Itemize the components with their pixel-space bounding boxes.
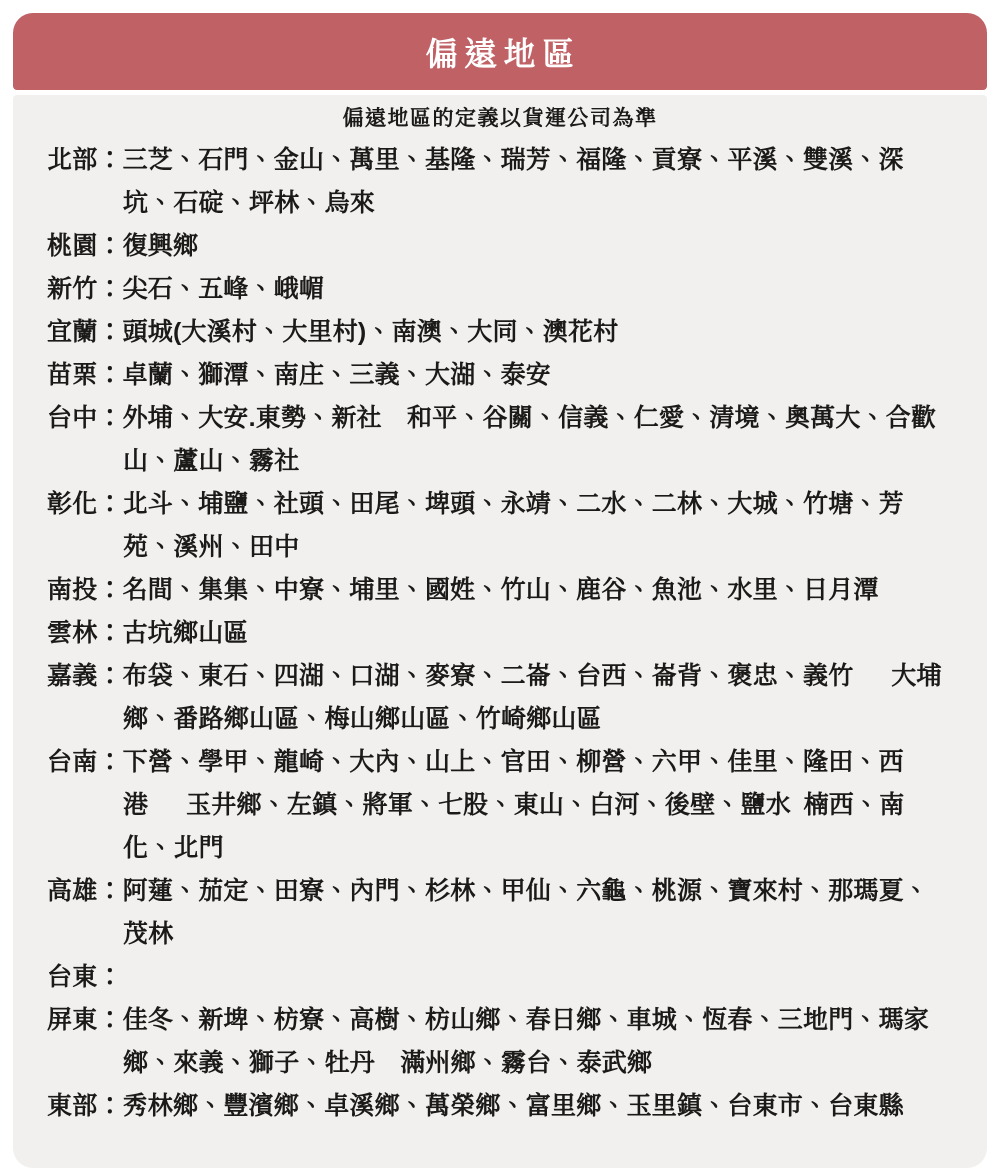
region-row [47,139,953,225]
region-areas: 復興鄉 [122,232,199,260]
region-areas: 北斗、埔鹽、社頭、田尾、埤頭、永靖、二水、二林、大城、竹塘、芳苑、溪州、田中 [122,490,904,561]
region-areas: 外埔、大安.東勢、新社 和平、谷關、信義、仁愛、清境、奧萬大、合歡山、蘆山、霧社 [122,404,937,475]
region-row [47,483,953,569]
region-areas: 頭城(大溪村、大里村)、南澳、大同、澳花村 [122,318,619,346]
region-label: 南投： [47,576,123,604]
subtitle: 偏遠地區的定義以貨運公司為準 [342,107,658,130]
region-row [47,268,953,311]
region-row [47,397,953,483]
region-label: 雲林： [47,619,123,647]
region-label: 屏東： [47,1006,123,1034]
region-label: 桃園： [47,232,123,260]
region-label: 東部： [47,1092,123,1120]
region-row [47,569,953,612]
region-row [47,612,953,655]
region-areas: 古坑鄉山區 [122,619,249,647]
region-areas: 名間、集集、中寮、埔里、國姓、竹山、鹿谷、魚池、水里、日月潭 [122,576,879,604]
region-row [47,1085,953,1128]
region-label: 苗栗： [47,361,123,389]
region-label: 北部： [47,146,123,174]
region-areas: 阿蓮、茄定、田寮、內門、杉林、甲仙、六龜、桃源、寶來村、那瑪夏、茂林 [122,877,930,948]
region-label: 台南： [47,748,123,776]
region-areas: 下營、學甲、龍崎、大內、山上、官田、柳營、六甲、佳里、隆田、西港 玉井鄉、左鎮、將軍、七股、東山、白河、後壁、鹽水 楠西、南化、北門 [122,748,905,862]
region-areas: 尖石、五峰、峨嵋 [122,275,325,303]
region-areas: 卓蘭、獅潭、南庄、三義、大湖、泰安 [122,361,552,389]
remote-areas-page [13,13,987,1168]
region-row [47,225,953,268]
page-title: 偏遠地區 [425,35,582,72]
region-areas: 布袋、東石、四湖、口湖、麥寮、二崙、台西、崙背、褒忠、義竹 大埔鄉、番路鄉山區、梅山鄉山區、竹崎鄉山區 [122,662,942,733]
region-row [47,956,953,999]
region-row [47,354,953,397]
region-label: 台中： [47,404,123,432]
region-label: 彰化： [47,490,123,518]
region-row [47,999,953,1085]
card-body [13,95,987,1168]
region-row [47,870,953,956]
region-areas: 三芝、石門、金山、萬里、基隆、瑞芳、福隆、貢寮、平溪、雙溪、深坑、石碇、坪林、烏來 [122,146,904,217]
region-row [47,741,953,870]
region-label: 嘉義： [47,662,123,690]
region-label: 高雄： [47,877,123,905]
region-areas: 秀林鄉、豐濱鄉、卓溪鄉、萬榮鄉、富里鄉、玉里鎮、台東市、台東縣 [122,1092,904,1120]
region-label: 宜蘭： [47,318,123,346]
region-areas: 佳冬、新埤、枋寮、高樹、枋山鄉、春日鄉、車城、恆春、三地門、瑪家鄉、來義、獅子、牡丹 滿州鄉、霧台、泰武鄉 [122,1006,930,1077]
region-label: 新竹： [47,275,123,303]
region-row [47,655,953,741]
region-label: 台東： [47,963,123,991]
region-row [47,311,953,354]
region-list [47,139,953,1128]
card-header [13,13,987,90]
